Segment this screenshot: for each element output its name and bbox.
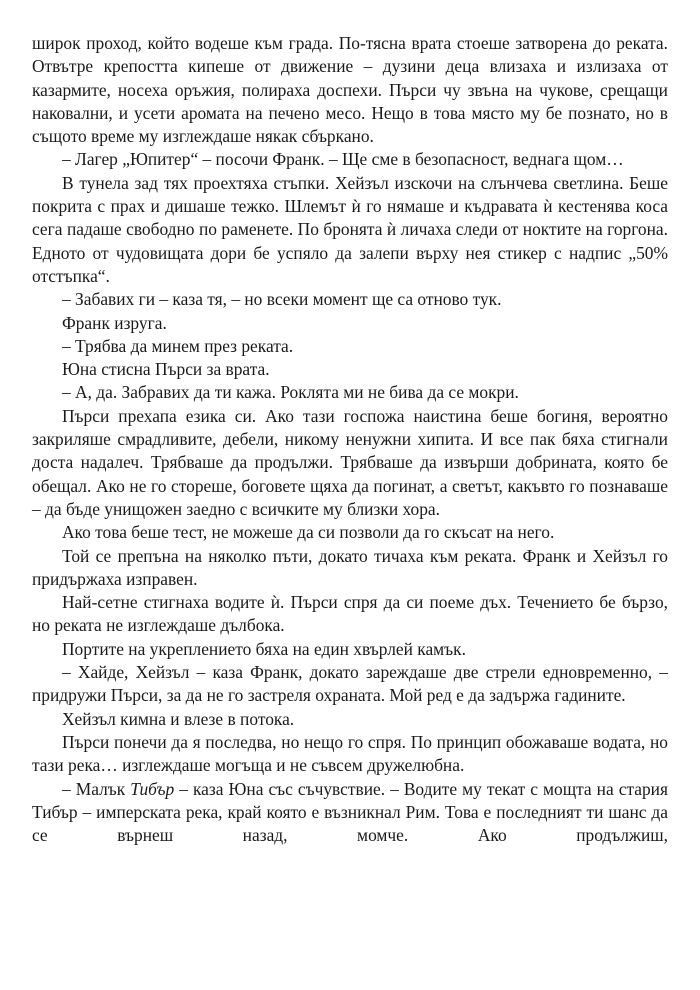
paragraph-4: – Забавих ги – каза тя, – но всеки момент ще са отново тук. <box>62 289 502 310</box>
paragraph-12: Най-сетне стигнаха водите ѝ. Пърси спря да си поеме дъх. Течението бе бързо, но реката не изглеждаше дълбока. <box>32 592 668 636</box>
paragraph-17 <box>32 778 668 848</box>
paragraph-17-start: – Малък <box>62 778 131 799</box>
paragraph-10: Ако това беше тест, не можеше да си позволи да го скъсат на него. <box>62 522 555 543</box>
paragraph-3: В тунела зад тях проехтяха стъпки. Хейзъл изскочи на слънчева светлина. Беше покрита с прах и дишаше тежко. Шлемът ѝ го нямаше и къдравата ѝ кестенява коса сега падаше свободно по раменете. По бронята ѝ личаха следи от ноктите на горгона. Едното от чудовищата дори бе успяло да залепи върху нея стикер с надпис „50% отстъпка“. <box>32 172 668 286</box>
paragraph-17-end: – каза Юна със съчувствие. – Водите му текат с мощта на стария Тибър – имперската река, край която е възникнал Рим. Това е последният ти шанс да се върнеш назад, момче. Ако продължиш, <box>32 778 668 846</box>
page-text <box>32 32 668 847</box>
paragraph-16: Пърси понечи да я последва, но нещо го спря. По принцип обожаваше водата, но тази река… изглеждаше могъща и не съвсем дружелюбна. <box>32 731 668 776</box>
paragraph-14: – Хайде, Хейзъл – каза Франк, докато зареждаше две стрели едновременно, – придружи Пърси, за да не го застреля охраната. Мой ред е да задържа гадините. <box>32 662 668 706</box>
paragraph-8: – А, да. Забравих да ти кажа. Роклята ми не бива да се мокри. <box>62 382 519 403</box>
paragraph-15: Хейзъл кимна и влезе в потока. <box>62 708 295 729</box>
paragraph-5: Франк изруга. <box>62 312 167 333</box>
paragraph-2: – Лагер „Юпитер“ – посочи Франк. – Ще сме в безопасност, веднага щом… <box>62 149 624 170</box>
paragraph-7: Юна стисна Пърси за врата. <box>62 359 270 380</box>
paragraph-11: Той се препъна на няколко пъти, докато тичаха към реката. Франк и Хейзъл го придържаха изправен. <box>32 545 668 589</box>
paragraph-17-italic: Тибър <box>130 778 175 799</box>
paragraph-6: – Трябва да минем през реката. <box>62 335 294 356</box>
paragraph-9: Пърси прехапа езика си. Ако тази госпожа наистина беше богиня, вероятно закриляше смрадливите, дебели, никому ненужни хипита. И все пак бяха стигнали доста надалеч. Трябваше да продължи. Трябваше да извърши добрината, която бе обещал. Ако не го стореше, боговете щяха да погинат, а светът, какъвто го познаваше – да бъде унищожен заедно с всичките му близки хора. <box>32 405 668 519</box>
paragraph-13: Портите на укреплението бяха на един хвърлей камък. <box>62 638 466 659</box>
paragraph-1: широк проход, който водеше към града. По-тясна врата стоеше затворена до реката. Отвътре крепостта кипеше от движение – дузини деца влизаха и излизаха от казармите, носеха оръжия, полираха доспехи. Пърси чу звъна на чукове, срещащи наковални, и усети аромата на печено месо. Нещо в това място му бе познато, но в същото време му изглеждаше някак сбъркано. <box>32 33 668 147</box>
